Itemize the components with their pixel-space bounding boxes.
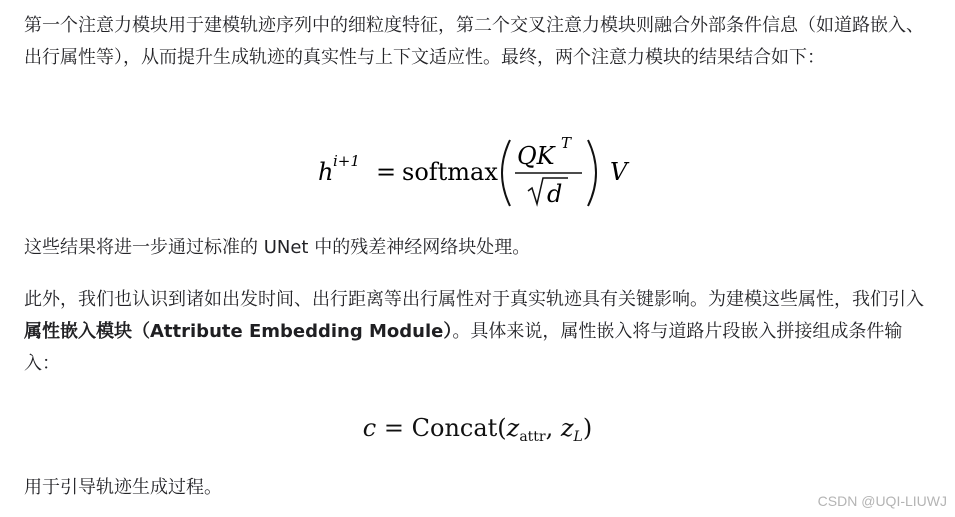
- formula2-lhs: c: [362, 414, 377, 442]
- formula2-equals: =: [383, 414, 404, 442]
- csdn-watermark: CSDN @UQI-LIUWJ: [817, 493, 947, 509]
- formula1-denominator: d: [546, 180, 562, 208]
- formula-softmax-svg: [318, 128, 638, 212]
- paragraph-unet: 这些结果将进一步通过标准的 UNet 中的残差神经网络块处理。: [24, 237, 531, 258]
- formula2-func: Concat: [411, 414, 498, 442]
- left-paren: [502, 140, 510, 206]
- formula2-arg2-sub: L: [573, 429, 583, 445]
- paragraph3-text-before: 此外，我们也认识到诸如出发时间、出行距离等出行属性对于真实轨迹具有关键影响。为建模这些属性，我们引入: [24, 289, 924, 310]
- right-paren: [588, 140, 596, 206]
- paragraph-attention-intro: 第一个注意力模块用于建模轨迹序列中的细粒度特征，第二个交叉注意力模块则融合外部条件信息（如道路嵌入、出行属性等），从而提升生成轨迹的真实性与上下文适应性。最终，两个注意力模块的结果结合如下：: [24, 15, 924, 68]
- paragraph3-text-after: 。具体来说，属性嵌入将与道路片段嵌入拼接组成条件输入：: [24, 321, 903, 374]
- formula1-equals: =: [375, 158, 396, 186]
- formula2-arg2: z: [560, 414, 574, 442]
- formula-concat: $c = Concat(z_{attr}$, $z_L$): [362, 414, 593, 445]
- formula1-numerator: QK: [516, 142, 555, 170]
- formula1-lhs: h: [317, 158, 333, 186]
- formula-softmax-attention: [0, 128, 955, 212]
- formula2-arg1: z: [506, 414, 520, 442]
- paragraph3-bold-term: 属性嵌入模块（Attribute Embedding Module）: [24, 321, 453, 342]
- formula2-arg1-sub: attr: [519, 429, 546, 445]
- formula1-func: softmax: [401, 158, 498, 186]
- formula1-lhs-sup: i+1: [332, 152, 360, 170]
- formula1-numerator-sup: T: [560, 134, 571, 152]
- formula1-rhs: V: [609, 158, 627, 186]
- paragraph-guidance: 用于引导轨迹生成过程。: [24, 477, 222, 498]
- paragraph-attribute-embedding: [24, 284, 924, 380]
